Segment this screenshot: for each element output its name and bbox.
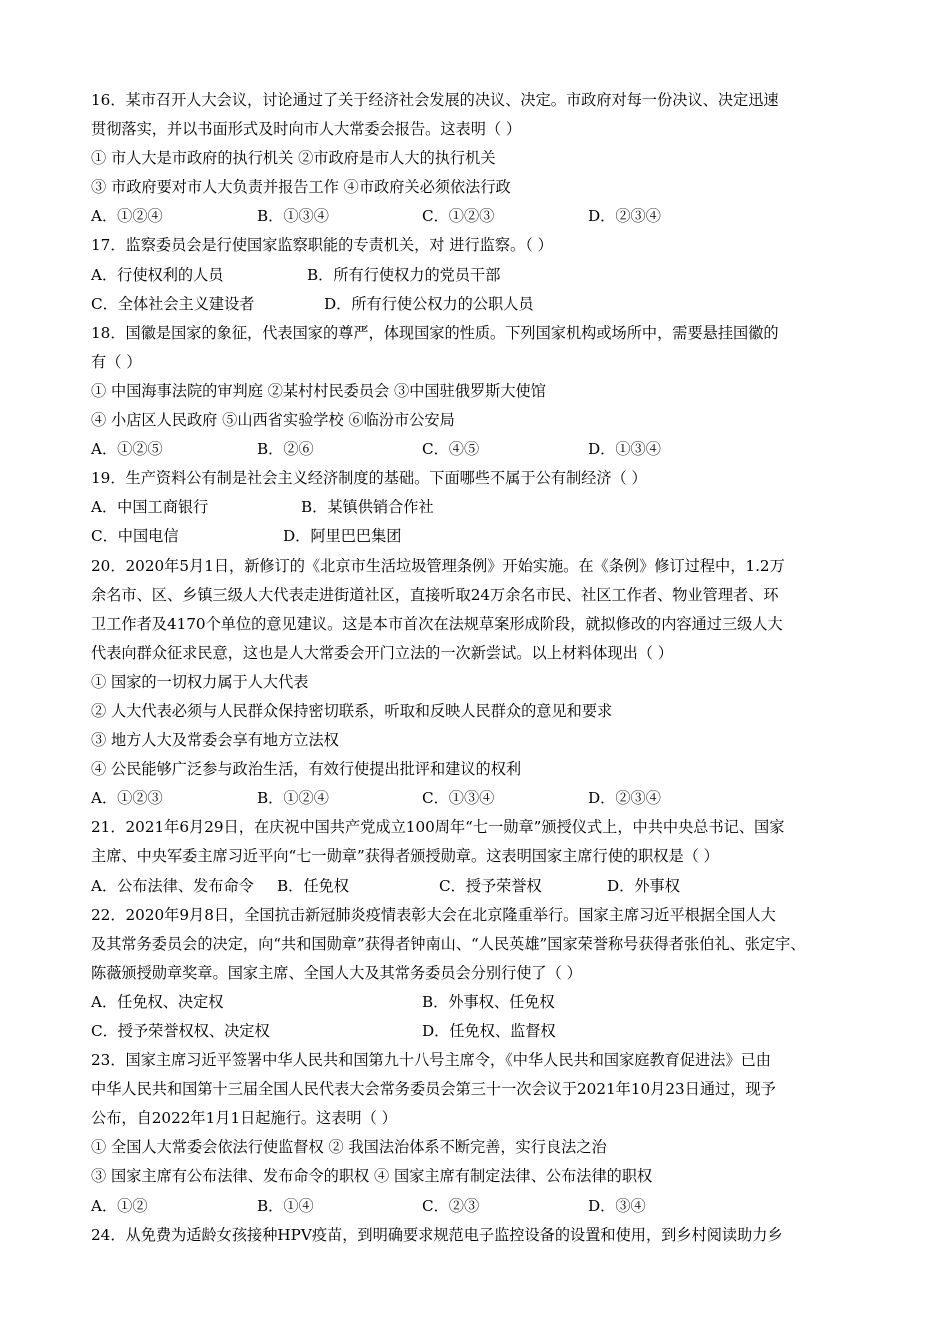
- q16-stem-line-2: 贯彻落实，并以书面形式及时向市人大常委会报告。这表明（ ）: [91, 120, 522, 139]
- q23-option-d: D．③④: [588, 1196, 646, 1215]
- q23-statements-2: ③ 国家主席有公布法律、发布命令的职权 ④ 国家主席有制定法律、公布法律的职权: [91, 1167, 653, 1186]
- q17-option-d: D．所有行使公权力的公职人员: [324, 294, 534, 313]
- q16-stem-line-1: 16．某市召开人大会议，讨论通过了关于经济社会发展的决议、决定。市政府对每一份决议、决定迅速: [91, 91, 779, 109]
- q17-options-row-1: [91, 261, 871, 290]
- q23-option-c: C．②③: [422, 1196, 480, 1215]
- q20-stem-line-3: 卫工作者及4170个单位的意见建议。这是本市首次在法规草案形成阶段，就拟修改的内容通过三级人大: [91, 614, 783, 633]
- q17-option-b: B．所有行使权力的党员干部: [307, 265, 501, 284]
- q23-option-a: A．①②: [91, 1196, 148, 1215]
- q19-stem-line-1: 19．生产资料公有制是社会主义经济制度的基础。下面哪些不属于公有制经济（ ）: [91, 469, 647, 488]
- q16-option-c: C．①②③: [422, 207, 495, 226]
- q20-stem-line-4: 代表向群众征求民意，这也是人大常委会开门立法的一次新尝试。以上材料体现出（ ）: [91, 643, 673, 662]
- q24-stem-line-1: 24．从免费为适龄女孩接种HPV疫苗，到明确要求规范电子监控设备的设置和使用，到乡村阅读助力乡: [91, 1225, 783, 1244]
- q23-options: [91, 1192, 871, 1221]
- q17-option-c: C．全体社会主义建设者: [91, 294, 255, 313]
- q18-statements-2: ④ 小店区人民政府 ⑤山西省实验学校 ⑥临汾市公安局: [91, 411, 455, 430]
- q22-option-a: A．任免权、决定权: [91, 992, 224, 1011]
- q20-option-b: B．①②④: [257, 789, 329, 808]
- q22-stem-line-1: 22．2020年9月8日，全国抗击新冠肺炎疫情表彰大会在北京隆重举行。国家主席习近平根据全国人大: [91, 905, 776, 924]
- q23-stem-line-2: 中华人民共和国第十三届全国人民代表大会常务委员会第三十一次会议于2021年10月23日通过，现予: [91, 1080, 776, 1099]
- q21-option-b: B．任免权: [277, 876, 349, 895]
- q22-options-row-2: [91, 1017, 871, 1046]
- q19-option-d: D．阿里巴巴集团: [283, 527, 402, 546]
- q18-options: [91, 435, 871, 464]
- q21-options: [91, 872, 871, 901]
- q19-options-row-1: [91, 493, 871, 522]
- q19-option-b: B．某镇供销合作社: [301, 498, 434, 517]
- q20-statement-3: ③ 地方人大及常委会享有地方立法权: [91, 731, 339, 750]
- q20-stem-line-1: 20．2020年5月1日，新修订的《北京市生活垃圾管理条例》开始实施。在《条例》修订过程中，1.2万: [91, 556, 785, 575]
- q17-options-row-2: [91, 290, 871, 319]
- q21-option-d: D．外事权: [607, 876, 680, 895]
- q23-statements-1: ① 全国人大常委会依法行使监督权 ② 我国法治体系不断完善，实行良法之治: [91, 1138, 607, 1157]
- q18-option-a: A．①②⑤: [91, 440, 163, 459]
- q16-option-d: D．②③④: [588, 207, 661, 226]
- q16-statements-1: ① 市人大是市政府的执行机关 ②市政府是市人大的执行机关: [91, 149, 496, 168]
- q20-statement-2: ② 人大代表必须与人民群众保持密切联系，听取和反映人民群众的意见和要求: [91, 701, 613, 720]
- q16-option-b: B．①③④: [257, 207, 329, 226]
- q16-option-a: A．①②④: [91, 207, 163, 226]
- q22-option-c: C．授予荣誉权权、决定权: [91, 1022, 270, 1040]
- q23-option-b: B．①④: [257, 1196, 314, 1215]
- q18-stem-line-1: 18．国徽是国家的象征，代表国家的尊严，体现国家的性质。下列国家机构或场所中，需要悬挂国徽的: [91, 323, 779, 342]
- q22-options-row-1: [91, 988, 871, 1017]
- q18-option-d: D．①③④: [588, 440, 661, 459]
- q22-stem-line-3: 陈薇颁授勋章奖章。国家主席、全国人大及其常务委员会分别行使了（ ）: [91, 963, 582, 982]
- q21-stem-line-2: 主席、中央军委主席习近平向“七一勋章”获得者颁授勋章。这表明国家主席行使的职权是（ ）: [91, 847, 719, 866]
- q18-stem-line-2: 有（ ）: [91, 352, 142, 371]
- q20-options: [91, 784, 871, 813]
- q16-statements-2: ③ 市政府要对市人大负责并报告工作 ④市政府关必须依法行政: [91, 178, 511, 197]
- q16-options: [91, 202, 871, 231]
- q20-option-d: D．②③④: [588, 789, 661, 808]
- q19-option-a: A．中国工商银行: [91, 498, 209, 517]
- q23-stem-line-3: 公布，自2022年1月1日起施行。这表明（ ）: [91, 1109, 397, 1128]
- exam-page: [91, 86, 871, 1250]
- q21-stem-line-1: 21．2021年6月29日，在庆祝中国共产党成立100周年“七一勋章”颁授仪式上，中共中央总书记、国家: [91, 818, 785, 837]
- q18-option-c: C．④⑤: [422, 440, 480, 459]
- q23-stem-line-1: 23．国家主席习近平签署中华人民共和国第九十八号主席令，《中华人民共和国家庭教育促进法》已由: [91, 1051, 771, 1070]
- q20-option-c: C．①③④: [422, 789, 495, 808]
- q22-stem-line-2: 及其常务委员会的决定，向“共和国勋章”获得者钟南山、“人民英雄”国家荣誉称号获得者张伯礼、张定宇、: [91, 934, 806, 953]
- q20-stem-line-2: 余名市、区、乡镇三级人大代表走进街道社区，直接听取24万余名市民、社区工作者、物业管理者、环: [91, 585, 779, 604]
- q19-option-c: C．中国电信: [91, 527, 179, 546]
- q21-option-a: A．公布法律、发布命令: [91, 876, 254, 895]
- q22-option-b: B．外事权、任免权: [422, 992, 555, 1011]
- q21-option-c: C．授予荣誉权: [439, 876, 542, 895]
- q20-statement-4: ④ 公民能够广泛参与政治生活，有效行使提出批评和建议的权利: [91, 760, 522, 779]
- q18-statements-1: ① 中国海事法院的审判庭 ②某村村民委员会 ③中国驻俄罗斯大使馆: [91, 381, 546, 400]
- q18-option-b: B．②⑥: [257, 440, 314, 459]
- q20-statement-1: ① 国家的一切权力属于人大代表: [91, 672, 309, 691]
- q19-options-row-2: [91, 522, 871, 551]
- q22-option-d: D．任免权、监督权: [422, 1022, 556, 1040]
- q17-option-a: A．行使权利的人员: [91, 265, 224, 284]
- q20-option-a: A．①②③: [91, 789, 163, 808]
- q17-stem-line-1: 17．监察委员会是行使国家监察职能的专责机关，对 进行监察。（ ）: [91, 236, 553, 255]
